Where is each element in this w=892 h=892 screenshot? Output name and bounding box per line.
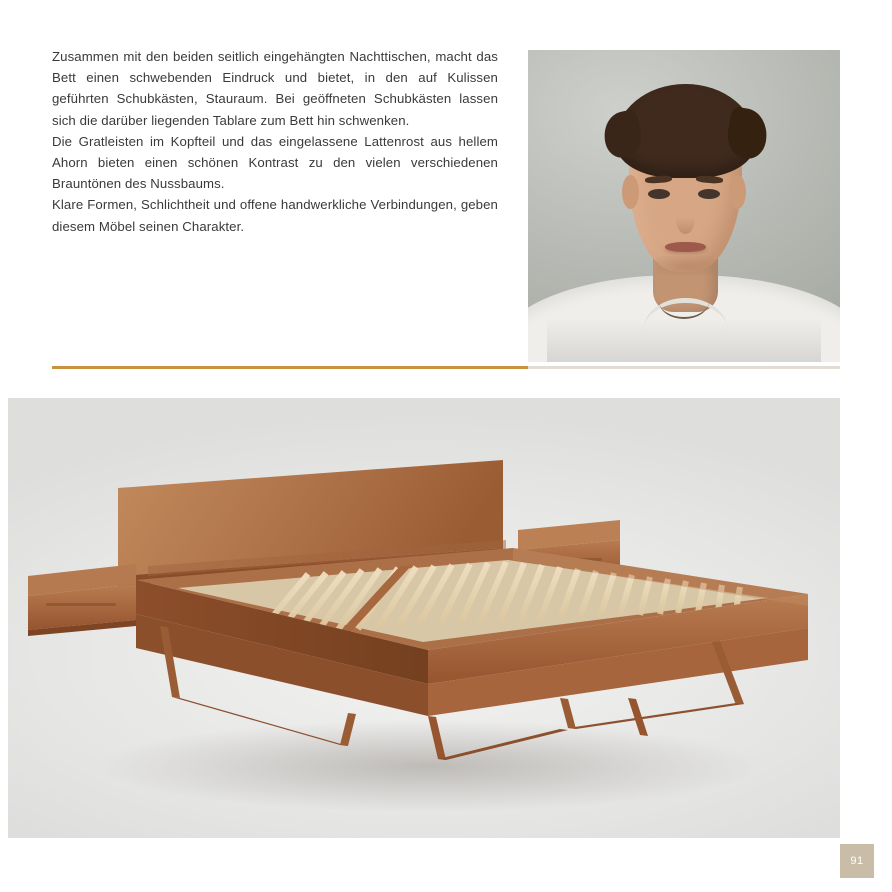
bed-illustration [8, 398, 840, 838]
portrait-ear-left [622, 175, 639, 209]
paragraph-2: Die Gratleisten im Kopfteil und das eingelassene Lattenrost aus hellem Ahorn bieten einen schönen Kontrast zu den vielen verschiedenen Brauntönen des Nussbaums. [52, 133, 498, 192]
paragraph-3: Klare Formen, Schlichtheit und offene handwerkliche Verbindungen, geben diesem Möbel seinen Charakter. [52, 197, 498, 234]
page-number-badge: 91 [840, 844, 874, 878]
product-photo [8, 398, 840, 838]
paragraph-1: Zusammen mit den beiden seitlich eingehängten Nachttischen, macht das Bett einen schwebenden Eindruck und bietet, in den auf Kulissen geführten Schubkästen, Stauraum. Bei geöffneten Schubkästen lassen sich die darüber liegenden Tablare zum Bett hin schwenken. [52, 49, 498, 128]
portrait-eye-left [648, 189, 670, 199]
accent-rule-right [528, 366, 840, 369]
portrait-nose [676, 203, 695, 234]
accent-rule-left [52, 366, 528, 369]
portrait-eye-right [698, 189, 720, 199]
body-text-column [52, 46, 498, 237]
portrait-photo [528, 50, 840, 362]
portrait-chin-shadow [656, 256, 715, 275]
